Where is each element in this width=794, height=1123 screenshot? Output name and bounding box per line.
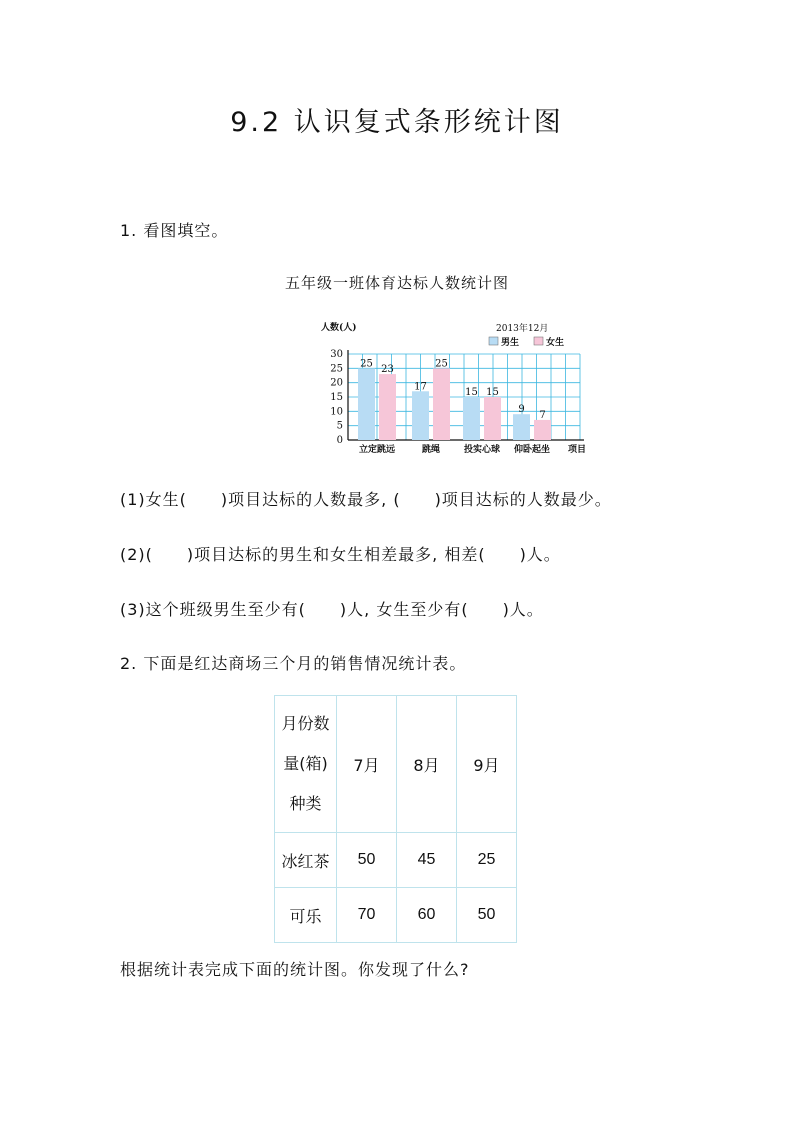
header-line: 量(箱)	[283, 754, 328, 773]
legend-label: 男生	[501, 338, 520, 348]
legend-label: 女生	[546, 338, 565, 348]
x-axis-label: 项目	[568, 445, 587, 455]
chart-date: 2013年12月	[496, 324, 549, 334]
month-header: 8月	[397, 696, 457, 833]
bar	[463, 397, 480, 440]
y-tick-label: 25	[330, 363, 343, 375]
bar-value-label: 7	[539, 409, 546, 421]
row-label: 冰红茶	[275, 833, 337, 888]
sales-table	[274, 695, 517, 943]
chart-title: 五年级一班体育达标人数统计图	[284, 274, 509, 292]
question-2-note: 根据统计表完成下面的统计图。你发现了什么?	[120, 960, 470, 979]
table-cell: 60	[397, 888, 457, 943]
table-cell: 50	[337, 833, 397, 888]
bar	[534, 420, 551, 440]
question-1-item-2: (2)( )项目达标的男生和女生相差最多, 相差( )人。	[120, 545, 561, 564]
y-tick-label: 5	[336, 420, 343, 432]
header-line: 种类	[289, 794, 322, 813]
bar	[412, 391, 429, 440]
month-header: 7月	[337, 696, 397, 833]
table-row	[275, 888, 517, 943]
question-2-label: 2. 下面是红达商场三个月的销售情况统计表。	[120, 654, 467, 673]
bar	[379, 374, 396, 440]
bar-value-label: 25	[360, 358, 373, 370]
question-1-item-3: (3)这个班级男生至少有( )人, 女生至少有( )人。	[120, 600, 544, 619]
row-label: 可乐	[275, 888, 337, 943]
question-1-item-1: (1)女生( )项目达标的人数最多, ( )项目达标的人数最少。	[120, 490, 612, 509]
table-cell: 70	[337, 888, 397, 943]
table-cell: 45	[397, 833, 457, 888]
bar	[433, 368, 450, 440]
x-tick-label: 投实心球	[463, 445, 501, 455]
bar-value-label: 17	[414, 381, 427, 393]
legend-swatch	[489, 337, 498, 345]
bar-value-label: 15	[465, 387, 478, 398]
y-tick-label: 30	[330, 349, 343, 360]
y-tick-label: 15	[330, 392, 343, 403]
bar	[358, 368, 375, 440]
bar-chart	[318, 316, 598, 460]
bar-value-label: 15	[486, 387, 499, 398]
table-cell: 25	[457, 833, 517, 888]
y-axis-label: 人数(人)	[321, 323, 357, 333]
bar-value-label: 9	[518, 404, 525, 416]
x-tick-label: 立定跳远	[358, 445, 396, 455]
x-tick-label: 跳绳	[421, 445, 441, 455]
y-tick-label: 20	[330, 377, 343, 389]
header-line: 月份数	[281, 714, 330, 733]
legend-swatch	[534, 337, 543, 345]
y-tick-label: 10	[330, 406, 343, 418]
bar	[484, 397, 501, 440]
bar-value-label: 23	[381, 364, 394, 376]
bar	[513, 414, 530, 440]
bar-value-label: 25	[435, 358, 448, 370]
question-1-label: 1. 看图填空。	[120, 221, 229, 240]
table-header-corner	[275, 696, 337, 833]
month-header: 9月	[457, 696, 517, 833]
y-tick-label: 0	[336, 435, 343, 446]
page-title: 9.2 认识复式条形统计图	[230, 107, 564, 138]
table-cell: 50	[457, 888, 517, 943]
x-tick-label: 仰卧起坐	[513, 445, 551, 455]
table-row	[275, 833, 517, 888]
